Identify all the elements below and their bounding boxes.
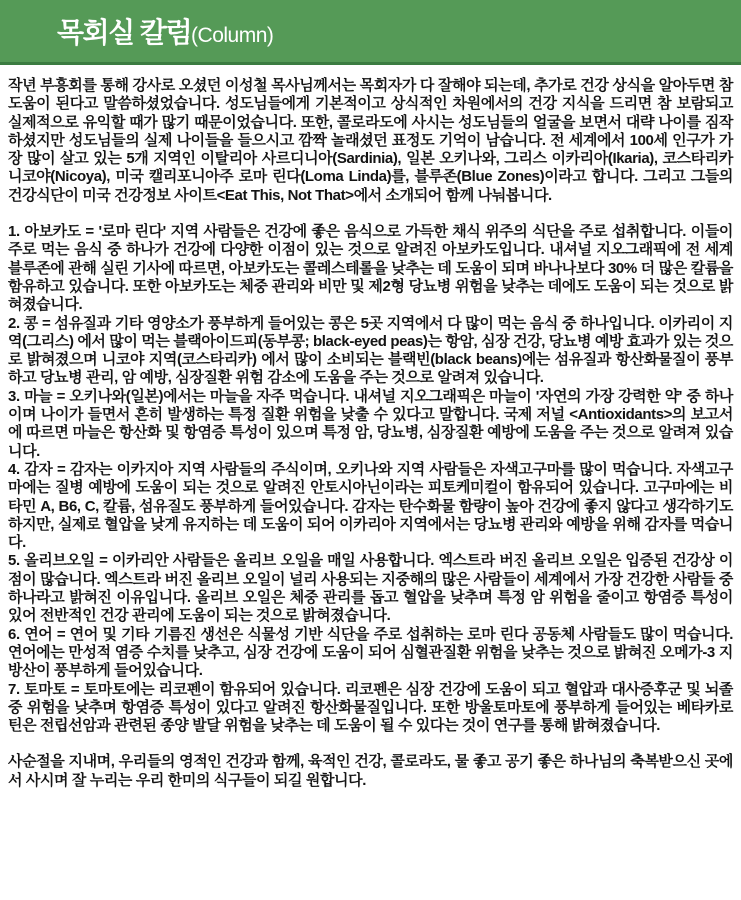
- intro-paragraph: 작년 부흥회를 통해 강사로 오셨던 이성철 목사님께서는 목회자가 다 잘해야 되는데, 추가로 건강 상식을 알아두면 참 도움이 된다고 말씀하셨었습니다. 성도님들에게 기본적이고 상식적인 차원에서의 건강 지식을 드리면 참 보람되고 실제적으로 유익할 때가 많기 때문이었습니다. 또한, 콜로라도에 사시는 성도님들의 얼굴을 보면서 대략 나이를 짐작하셨지만 성도님들의 실제 나이들을 들으시고 깜짝 놀래셨던 표정도 기억이 남습니다. 전 세계에서 100세 인구가 가장 많이 살고 있는 5개 지역인 이탈리아 사르디니아(Sardinia), 일본 오키나와, 그리스 이카리아(Ikaria), 코스타리카 니코야(Nicoya), 미국 캘리포니아주 로마 린다(Loma Linda)를, 블루존(Blue Zones)이라고 합니다. 그리고 그들의 건강식단이 미국 건강정보 사이트<Eat This, Not That>에서 소개되어 함께 나눠봅니다.: [8, 77, 733, 204]
- list-item-potato: 4. 감자 = 감자는 이카지아 지역 사람들의 주식이며, 오키나와 지역 사람들은 자색고구마를 많이 먹습니다. 자색고구마에는 질병 예방에 도움이 되는 것으로 알려진 안토시아닌이라는 피토케미컬이 함유되어 있습니다. 고구마에는 비타민 A, B6, C, 칼륨, 섬유질도 풍부하게 들어있습니다. 감자는 탄수화물 함량이 높아 건강에 좋지 않다고 생각하기도 하지만, 실제로 혈압을 낮게 유지하는 데 도움이 되어 이카리아 지역에서는 당뇨병 관리와 예방을 위해 감자를 먹습니다.: [8, 460, 733, 552]
- list-item-salmon: 6. 연어 = 연어 및 기타 기름진 생선은 식물성 기반 식단을 주로 섭취하는 로마 린다 공동체 사람들도 많이 먹습니다. 연어에는 만성적 염증 수치를 낮추고, 심장 건강에 도움이 되어 심혈관질환 위험을 낮추는 것으로 밝혀진 오메가-3 지방산이 풍부하게 들어있습니다.: [8, 625, 733, 680]
- list-item-garlic: 3. 마늘 = 오키나와(일본)에서는 마늘을 자주 먹습니다. 내셔널 지오그래픽은 마늘이 '자연의 가장 강력한 약' 중 하나이며 나이가 들면서 흔히 발생하는 특정 질환 위험을 낮출 수 있다고 말합니다. 국제 저널 <Antioxidants>의 보고서에 따르면 마늘은 항산화 및 항염증 특성이 있으며 특정 암, 당뇨병, 심장질환 예방에 도움을 주는 것으로 알려져 있습니다.: [8, 387, 733, 460]
- list-item-avocado: 1. 아보카도 = '로마 린다' 지역 사람들은 건강에 좋은 음식으로 가득한 채식 위주의 식단을 주로 섭취합니다. 이들이 주로 먹는 음식 중 하나가 건강에 다양한 이점이 있는 것으로 알려진 아보카도입니다. 내셔널 지오그래픽에 전 세계 블루존에 관해 실린 기사에 따르면, 아보카도는 콜레스테롤을 낮추는 데 도움이 되며 바나나보다 30% 더 많은 칼륨을 함유하고 있습니다. 또한 아보카도는 체중 관리와 비만 및 제2형 당뇨병 위험을 낮추는 데에도 도움이 되는 것으로 밝혀졌습니다.: [8, 223, 733, 314]
- list-item-beans: 2. 콩 = 섬유질과 기타 영양소가 풍부하게 들어있는 콩은 5곳 지역에서 다 많이 먹는 음식 중 하나입니다. 이카리이 지역(그리스) 에서 많이 먹는 블랙아이드피(동부콩; black-eyed peas)는 항암, 심장 건강, 당뇨병 예방 효과가 있는 것으로 밝혀졌으며 니코야 지역(코스타리카) 에서 많이 소비되는 블랙빈(black beans)에는 섬유질과 항산화물질이 풍부하고 당뇨병 관리, 암 예방, 심장질환 위험 감소에 도움을 주는 것으로 알려져 있습니다.: [8, 314, 733, 387]
- page-title-english: (Column): [191, 24, 274, 47]
- page-title: [57, 11, 273, 51]
- column-header-bar: [0, 0, 741, 65]
- list-item-tomato: 7. 토마토 = 토마토에는 리코펜이 함유되어 있습니다. 리코펜은 심장 건강에 도움이 되고 혈압과 대사증후군 및 뇌졸중 위험을 낮추며 항염증 특성이 있다고 알려진 항산화물질입니다. 또한 방울토마토에 풍부하게 들어있는 베타카로틴은 전립선암과 관련된 종양 발달 위험을 낮추는 데 도움이 될 수 있다는 것이 연구를 통해 밝혀졌습니다.: [8, 680, 733, 735]
- column-article: [0, 65, 741, 790]
- list-item-olive-oil: 5. 올리브오일 = 이카리안 사람들은 올리브 오일을 매일 사용합니다. 엑스트라 버진 올리브 오일은 입증된 건강상 이점이 많습니다. 엑스트라 버진 올리브 오일이 널리 사용되는 지중해의 많은 사람들이 세계에서 가장 건강한 사람들 중 하나라고 밝혀진 이유입니다. 올리브 오일은 체중 관리를 돕고 혈압을 낮추며 특정 암 위험을 줄이고 항염증 특성이 있어 전반적인 건강 관리에 도움이 되는 것으로 밝혀졌습니다.: [8, 552, 733, 625]
- closing-paragraph: 사순절을 지내며, 우리들의 영적인 건강과 함께, 육적인 건강, 콜로라도, 물 좋고 공기 좋은 하나님의 축복받으신 곳에서 사시며 잘 누리는 우리 한미의 식구들이 되길 원합니다.: [8, 753, 733, 789]
- page-title-korean: 목회실 칼럼: [57, 17, 192, 48]
